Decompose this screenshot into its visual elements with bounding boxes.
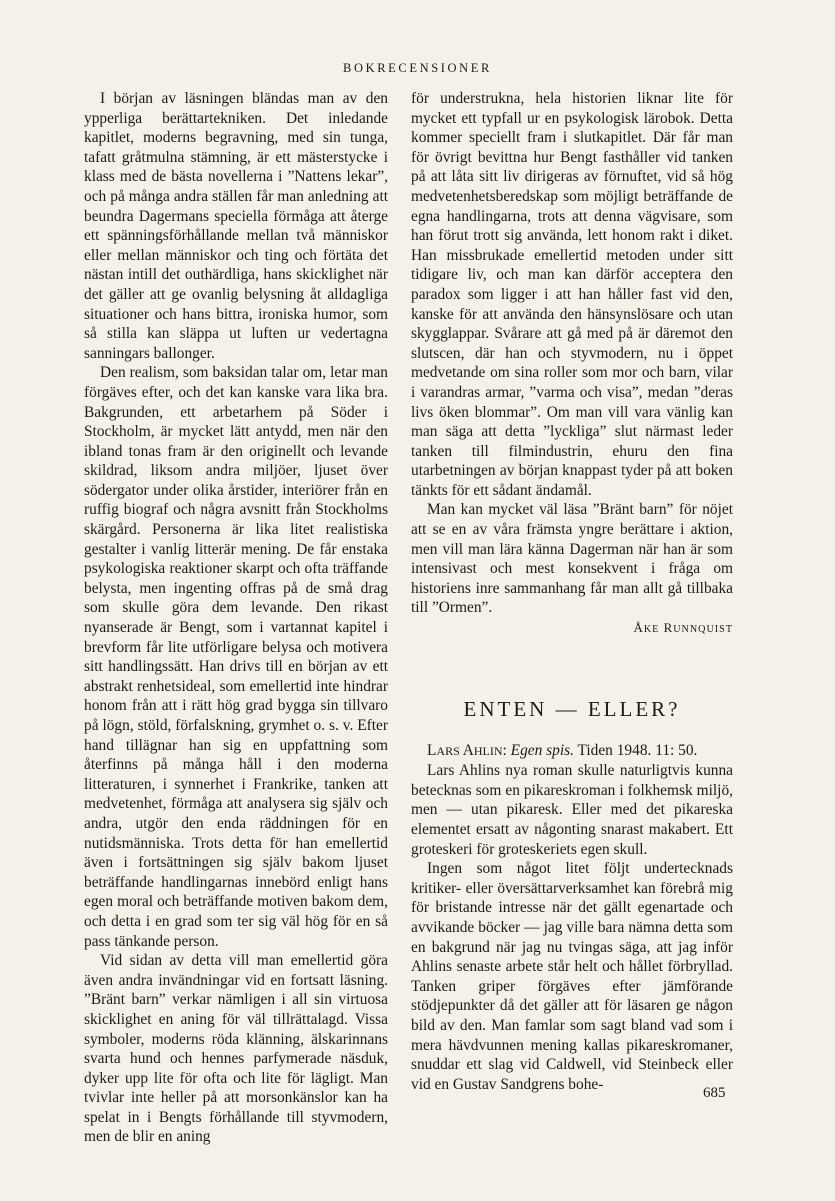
left-paragraph-3: Vid sidan av detta vill man emellertid göra även andra invändningar vid en fortsatt läsning. ”Bränt barn” verkar nämligen i all sin virtuosa skicklighet en aning för väl tillrättalagd. Vissa symboler, moderns röda klänning, älskarinnans svarta hund och hennes parfymerade näsduk, dyker upp lite för ofta och lite för lägligt. Man tvivlar inte heller på att morsonkänslor kan ha spelat in i Bengts förhållande till styvmodern, men de blir en aning <box>84 952 388 1146</box>
signature-last-rest: UNNQUIST <box>673 624 733 636</box>
review2-paragraph-2: Ingen som något litet följt undertecknads kritiker- eller översättarverksamhet kan förebrå mig för bristande intresse när det gällt egenartade och avvikande böcker — jag ville bara nämna detta som en bakgrund när jag nu tvingas säga, att jag inför Ahlins senaste arbete står helt och hållet förbryllad. Tanken griper förgäves efter jämförande stödjepunkter då det gäller att för läsaren ge någon bild av den. Man famlar som sagt bland vad som i mera hävdvunnen mening kallas pikareskromaner, snuddar ett slag vid Caldwell, vid Steinbeck eller vid en Gustav Sandgrens bohe- <box>411 860 733 1093</box>
book-citation <box>411 741 733 762</box>
citation-author-cap2: A <box>462 741 474 759</box>
running-head: BOKRECENSIONER <box>343 61 492 75</box>
left-paragraph-1: I början av läsningen bländas man av den ypperliga berättartekniken. Det inledande kapitlet, moderns begravning, med sin tunga, tafatt gråtmulna stämning, är ett mästerstycke i klass med de bästa novellerna i ”Nattens lekar”, och på många andra ställen får man anledning att beundra Dagermans speciella förmåga att återge ett spänningsförhållande mellan två människor eller mellan människor och ting och förtäta det nästan intill det outhärdliga, hans skicklighet när det gäller att ge ovanlig belysning åt alldagliga situationer och hans bittra, ironiska humor, som så stilla kan släppa ut luften ur vedertagna sanningars ballonger. <box>84 90 388 362</box>
right-paragraph-1: för understrukna, hela historien liknar lite för mycket ett typfall ur en psykologisk lärobok. Detta kommer speciellt fram i slutkapitlet. Där får man för övrigt bevittna hur Bengt fasthåller vid tanken på att låta sitt liv dirigeras av förnuftet, vid så hög medvetenhetsberedskap som möjligt beträffande de egna handlingarna, trots att denna vägvisare, som han förut trott sig använda, lett honom rakt i diket. Han missbrukade emellertid metoden under sitt tidigare liv, och man kan därför acceptera den paradox som ligger i att han håller fast vid den, kanske för att använda den hänsynslösare och utan skygglappar. Svårare att gå med på är däremot den slutscen, där han och styvmodern, nu i öppet medvetande om sina roller som mor och barn, vilar i varandras armar, ”varma och visa”, medan ”deras livs öken blommar”. Om man vill vara vänlig kan man säga att detta ”lyckliga” slut närmast leder tanken till filmindustrin, ehuru den fina utarbetningen av början knappast tyder på att boken tänkts för ett sådant ändamål. <box>411 90 733 499</box>
review-title: ENTEN — ELLER? <box>463 696 681 721</box>
left-column <box>84 89 388 1147</box>
citation-author-rest: ARS <box>436 743 463 758</box>
page-number: 685 <box>703 1085 726 1101</box>
citation-details: Tiden 1948. 11: 50. <box>573 741 698 759</box>
signature-first-rest: KE <box>643 624 660 636</box>
reviewer-signature <box>411 618 733 640</box>
right-column <box>411 89 733 1094</box>
review2-paragraph-1: Lars Ahlins nya roman skulle naturligtvis kunna betecknas som en pikareskroman i folkhemsk miljö, men — utan pikaresk. Eller med det pikareska elementet ersatt av någonting snarast makabert. Ett groteskeri för groteskeriets egen skull. <box>411 762 733 858</box>
signature-last-cap: R <box>663 620 674 636</box>
right-paragraph-2: Man kan mycket väl läsa ”Bränt barn” för nöjet att se en av våra främsta yngre berättare i aktion, men vill man lära känna Dagerman när han är som intensivast och mest konsekvent i fråga om historiens inre sammanhang får man allt gå tillbaka till ”Ormen”. <box>411 501 733 617</box>
citation-author-rest2: HLIN <box>473 743 503 758</box>
signature-first-cap: Å <box>633 620 644 636</box>
citation-colon: : <box>502 741 511 759</box>
citation-book-title: Egen spis. <box>510 741 574 759</box>
citation-author-cap: L <box>427 741 437 759</box>
left-paragraph-2: Den realism, som baksidan talar om, letar man förgäves efter, och det kan kanske vara lika bra. Bakgrunden, ett arbetarhem på Söder i Stockholm, är mycket lätt antydd, men när den ibland tonas fram är den originellt och levande skildrad, liksom andra miljöer, ljuset över södergator under olika årstider, interiörer från en ruffig biograf och några avsnitt från Stockholms skärgård. Personerna är lika litet realistiska gestalter i vanlig litterär mening. De får enstaka psykologiska reaktioner skarpt och ofta träffande belysta, men ingenting offras på de små drag som skulle göra dem levande. Den rikast nyanserade är Bengt, som i vartannat kapitel i brevform får lite utförligare belysa och motivera sitt handlingssätt. Han drivs till en början av ett abstrakt renhetsideal, som emellertid inte hindrar honom från att i rätt hög grad bygga sin tillvaro på lögn, stöld, förfalskning, grymhet o. s. v. Efter hand tillägnar han sig en uppfattning som återfinns på många håll i den moderna litteraturen, i synnerhet i Frankrike, tanken att medvetenhet, förmåga att analysera sig själv och andra, utgör den enda räddningen för en nutidsmänniska. Trots detta för han emellertid även i fortsättningen sig själv bakom ljuset beträffande handlingarnas innebörd enligt hans egen moral och beträffande motiven bakom dem, och detta i en grad som ter sig väl hög för en så pass tänkande person. <box>84 364 388 950</box>
